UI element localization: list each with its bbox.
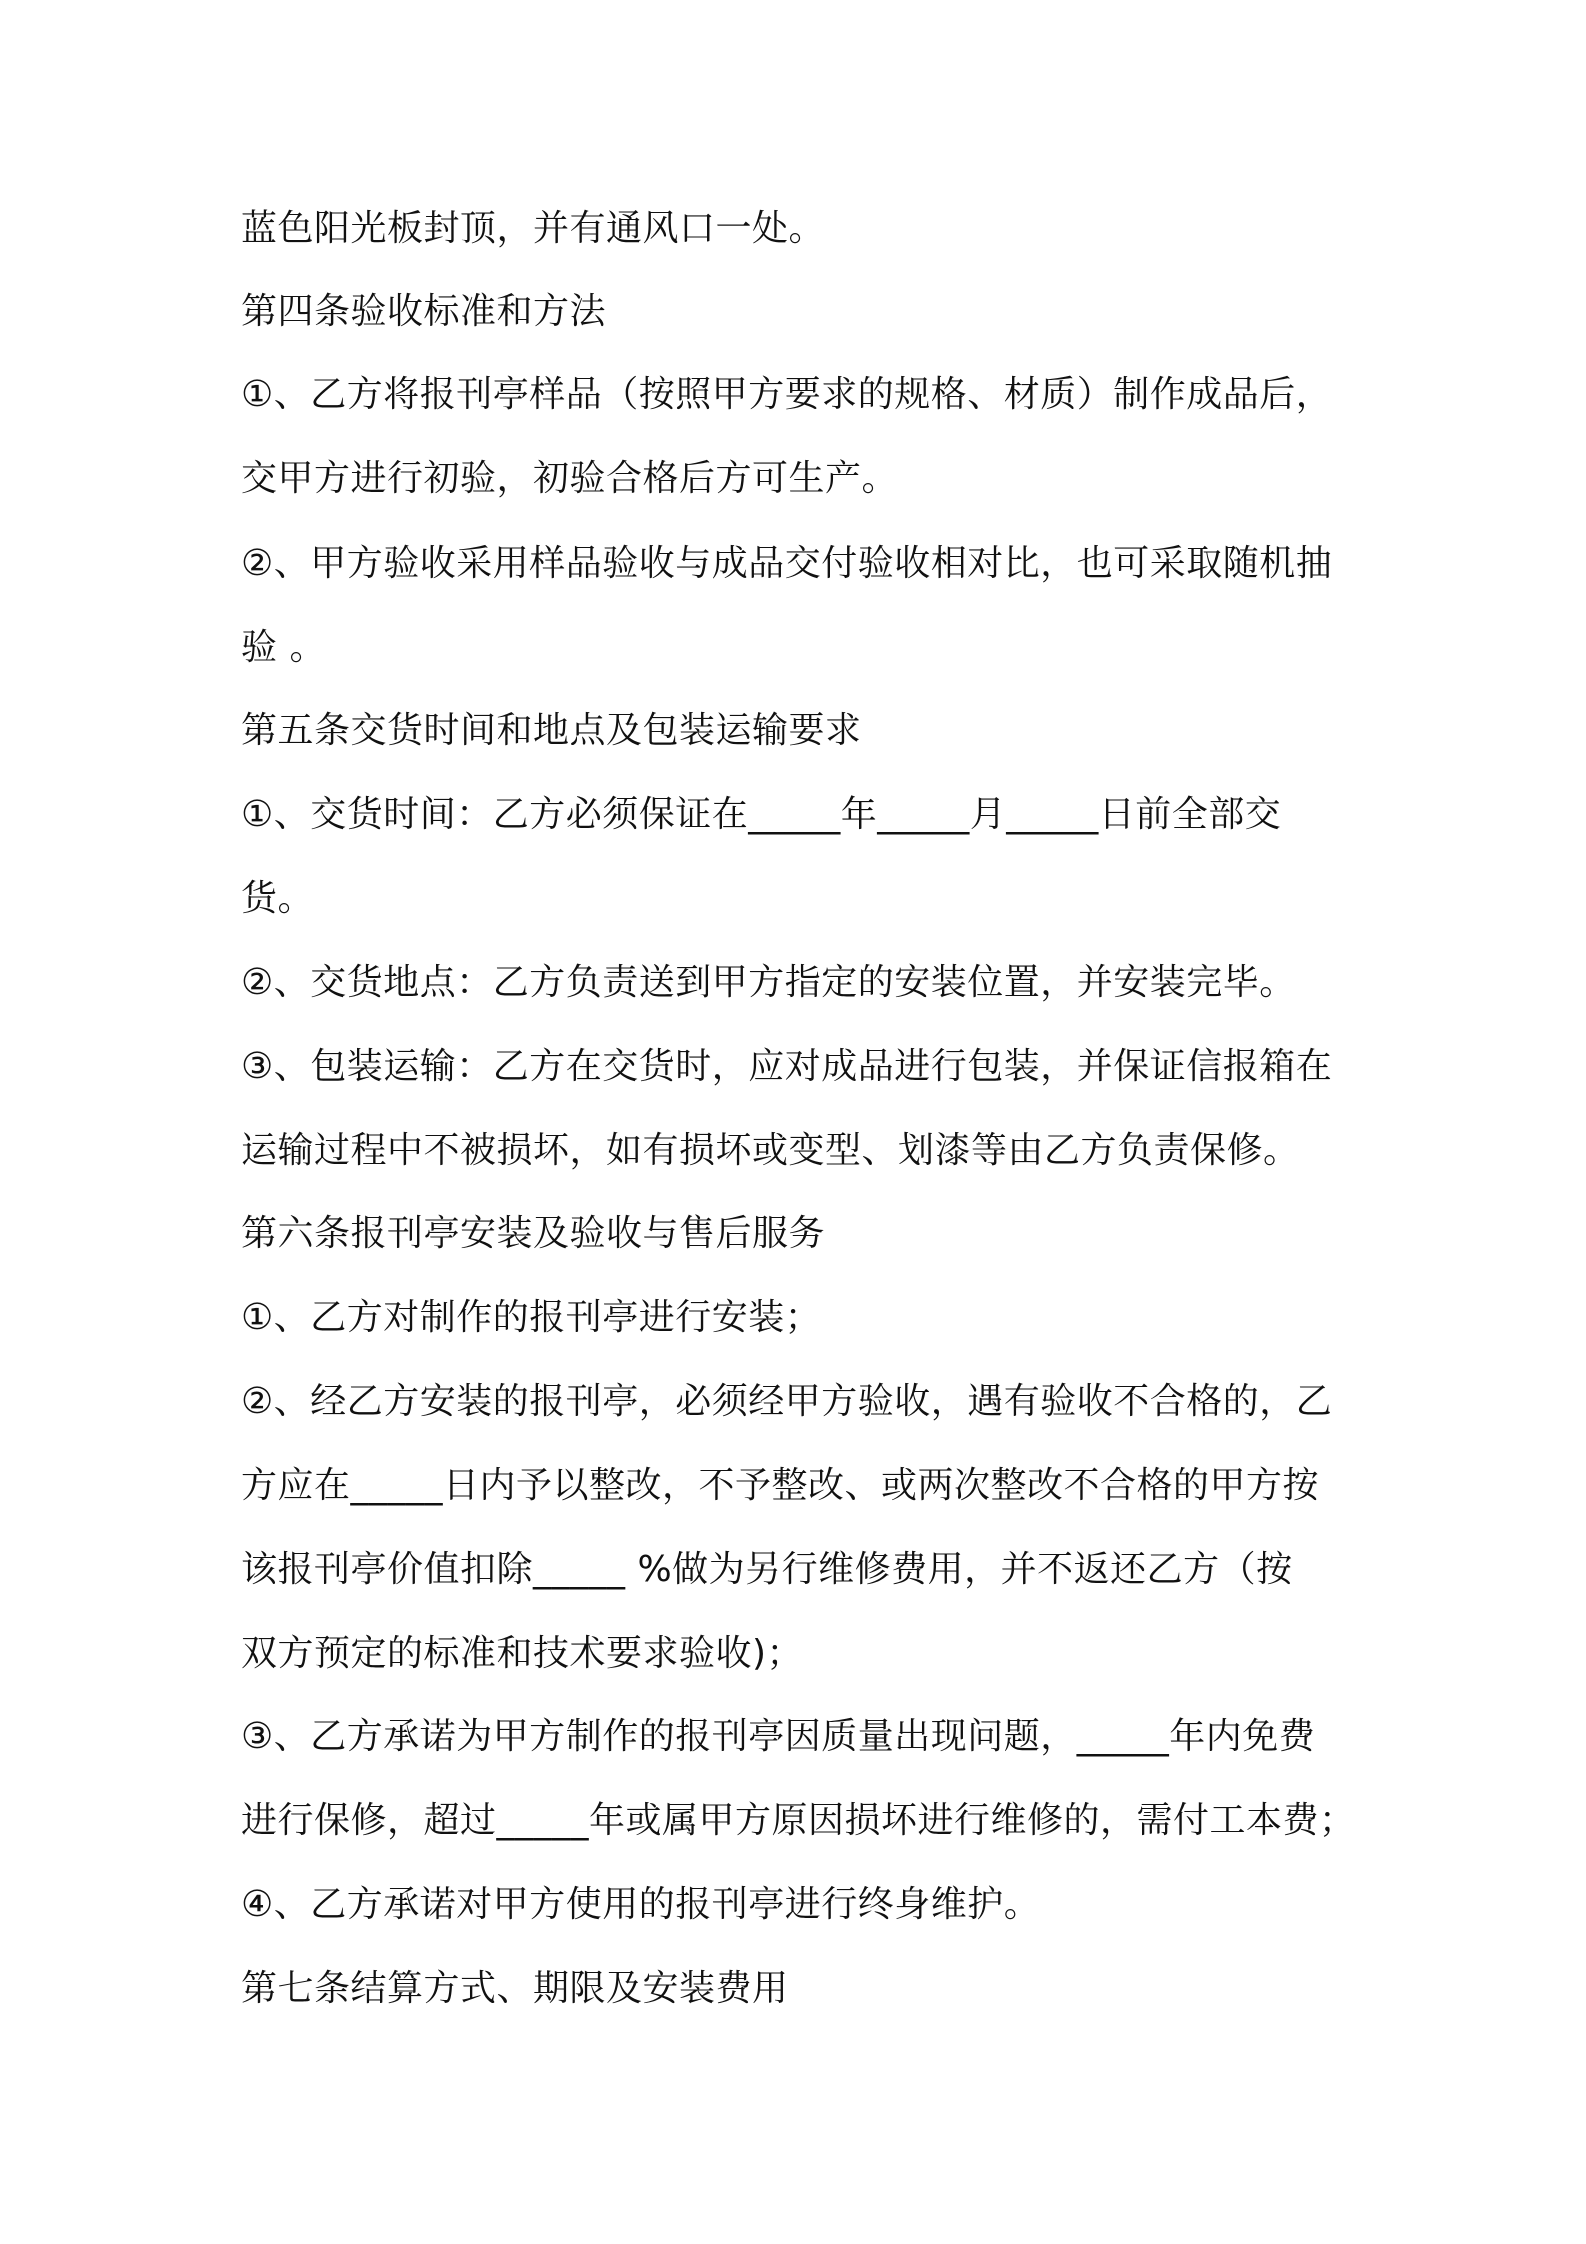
text-line: ②、甲方验收采用样品验收与成品交付验收相对比，也可采取随机抽 <box>241 543 1333 584</box>
text-line: ①、乙方对制作的报刊亭进行安装； <box>241 1297 822 1338</box>
text-line: ④、乙方承诺对甲方使用的报刊亭进行终身维护。 <box>241 1884 1041 1925</box>
section-heading: 第四条验收标准和方法 <box>241 291 607 332</box>
text-line: ①、乙方将报刊亭样品（按照甲方要求的规格、材质）制作成品后， <box>241 374 1333 415</box>
text-line: 方应在_____日内予以整改，不予整改、或两次整改不合格的甲方按 <box>241 1465 1320 1506</box>
section-heading: 第五条交货时间和地点及包装运输要求 <box>241 710 862 751</box>
text-line: 验 。 <box>241 627 326 668</box>
section-heading: 第七条结算方式、期限及安装费用 <box>241 1968 789 2009</box>
text-line: ③、乙方承诺为甲方制作的报刊亭因质量出现问题，_____年内免费 <box>241 1716 1316 1757</box>
text-line: ③、包装运输：乙方在交货时，应对成品进行包装，并保证信报箱在 <box>241 1046 1333 1087</box>
text-line: 该报刊亭价值扣除_____ %做为另行维修费用，并不返还乙方（按 <box>241 1549 1293 1590</box>
text-line: 双方预定的标准和技术要求验收)； <box>241 1633 804 1674</box>
text-line: 蓝色阳光板封顶，并有通风口一处。 <box>241 208 826 249</box>
text-line: 货。 <box>241 878 315 919</box>
text-line: 交甲方进行初验，初验合格后方可生产。 <box>241 458 899 499</box>
text-line: 进行保修，超过_____年或属甲方原因损坏进行维修的，需付工本费； <box>241 1800 1356 1841</box>
text-line: ②、经乙方安装的报刊亭，必须经甲方验收，遇有验收不合格的，乙 <box>241 1381 1333 1422</box>
text-line: 运输过程中不被损坏，如有损坏或变型、划漆等由乙方负责保修。 <box>241 1130 1300 1171</box>
section-heading: 第六条报刊亭安装及验收与售后服务 <box>241 1213 826 1254</box>
text-line: ②、交货地点：乙方负责送到甲方指定的安装位置，并安装完毕。 <box>241 962 1296 1003</box>
text-line: ①、交货时间：乙方必须保证在_____年_____月_____日前全部交 <box>241 794 1282 835</box>
